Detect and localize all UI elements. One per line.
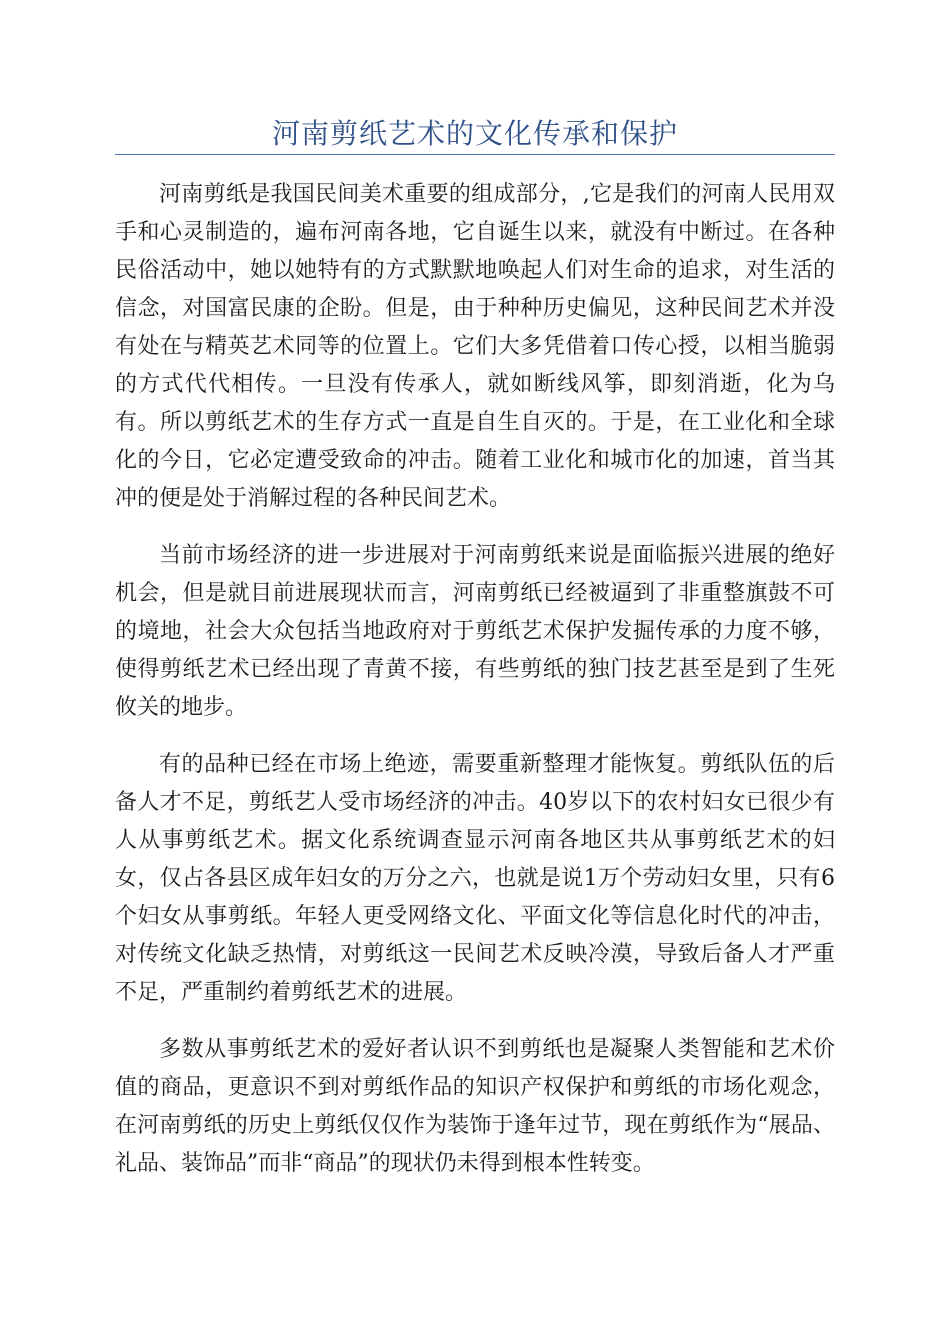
document-title: 河南剪纸艺术的文化传承和保护	[271, 117, 678, 150]
paragraph-3: 有的品种已经在市场上绝迹，需要重新整理才能恢复。剪纸队伍的后备人才不足，剪纸艺人受市场经济的冲击。40岁以下的农村妇女已很少有人从事剪纸艺术。据文化系统调查显示河南各地区共从事剪纸艺术的妇女，仅占各县区成年妇女的万分之六，也就是说1万个劳动妇女里，只有6个妇女从事剪纸。年轻人更受网络文化、平面文化等信息化时代的冲击，对传统文化缺乏热情，对剪纸这一民间艺术反映冷漠，导致后备人才严重不足，严重制约着剪纸艺术的进展。	[115, 752, 835, 1005]
title-underline	[115, 154, 835, 155]
paragraph-1: 河南剪纸是我国民间美术重要的组成部分，,它是我们的河南人民用双手和心灵制造的，遍布河南各地，它自诞生以来，就没有中断过。在各种民俗活动中，她以她特有的方式默默地唤起人们对生命的追求，对生活的信念，对国富民康的企盼。但是，由于种种历史偏见，这种民间艺术并没有处在与精英艺术同等的位置上。它们大多凭借着口传心授，以相当脆弱的方式代代相传。一旦没有传承人，就如断线风筝，即刻消逝，化为乌有。所以剪纸艺术的生存方式一直是自生自灭的。于是，在工业化和全球化的今日，它必定遭受致命的冲击。随着工业化和城市化的加速，首当其冲的便是处于消解过程的各种民间艺术。	[115, 182, 835, 511]
paragraph-2: 当前市场经济的进一步进展对于河南剪纸来说是面临振兴进展的绝好机会，但是就目前进展现状而言，河南剪纸已经被逼到了非重整旗鼓不可的境地，社会大众包括当地政府对于剪纸艺术保护发掘传承的力度不够，使得剪纸艺术已经出现了青黄不接，有些剪纸的独门技艺甚至是到了生死攸关的地步。	[115, 543, 835, 720]
paragraph-4: 多数从事剪纸艺术的爱好者认识不到剪纸也是凝聚人类智能和艺术价值的商品，更意识不到对剪纸作品的知识产权保护和剪纸的市场化观念，在河南剪纸的历史上剪纸仅仅作为装饰于逢年过节，现在剪纸作为“展品、礼品、装饰品”而非“商品”的现状仍未得到根本性转变。	[115, 1037, 835, 1176]
document-body	[115, 176, 835, 1202]
